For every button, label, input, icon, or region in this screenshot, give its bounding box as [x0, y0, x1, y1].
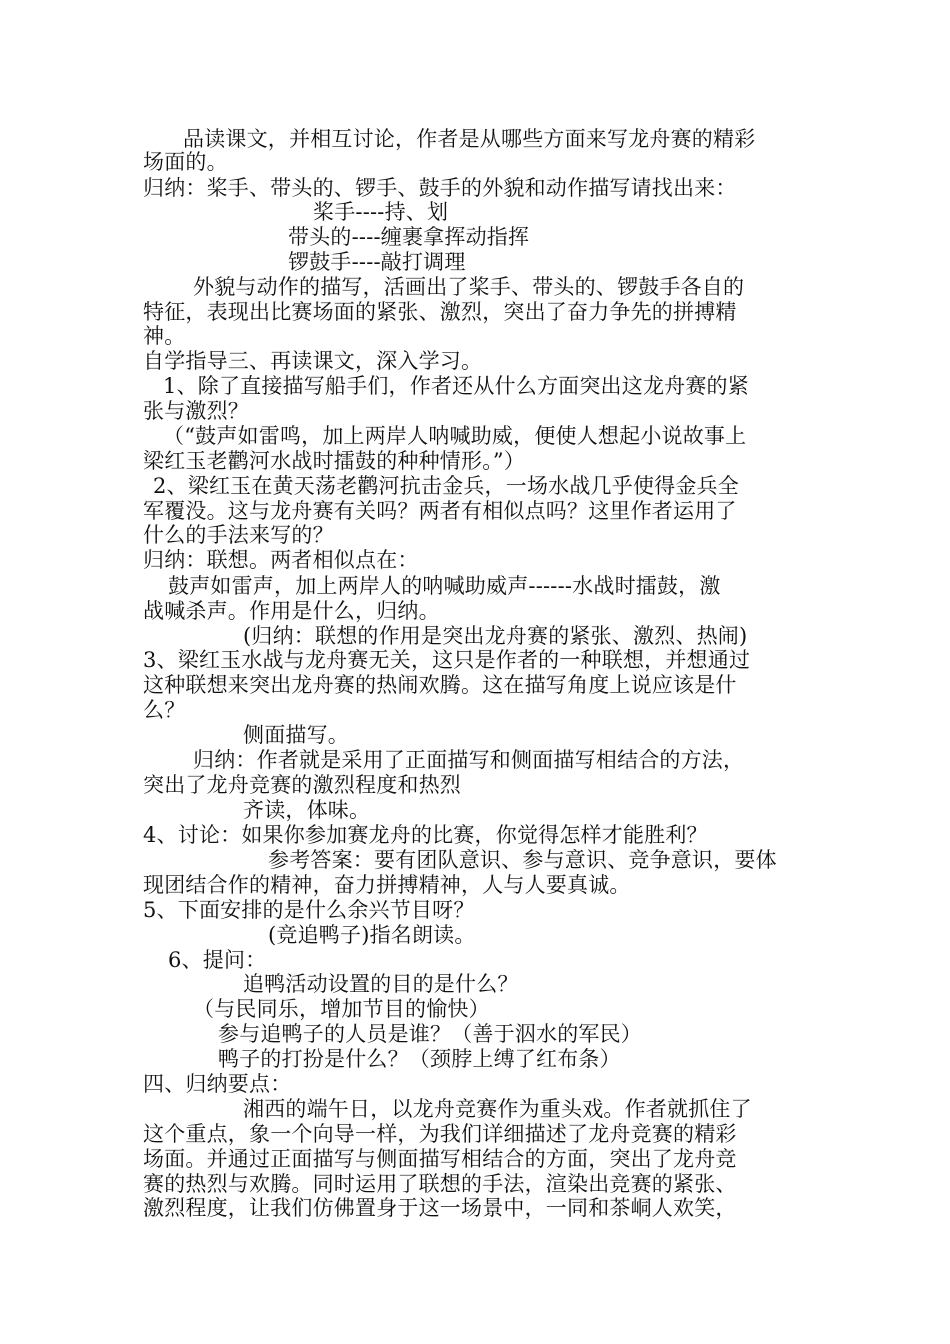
text-line: 这个重点，象一个向导一样，为我们详细描述了龙舟竞赛的精彩 [143, 1122, 737, 1146]
text-line: 现团结合作的精神，奋力拼搏精神，人与人要真诚。 [143, 873, 631, 897]
text-line: 归纳：联想。两者相似点在： [143, 548, 419, 572]
text-line: 特征，表现出比赛场面的紧张、激烈，突出了奋力争先的拼搏精 [143, 300, 737, 324]
text-line: 参与追鸭子的人员是谁？（善于泅水的军民） [218, 1022, 642, 1046]
text-line: 梁红玉老鹳河水战时擂鼓的种种情形。”） [143, 449, 526, 473]
text-line: 归纳：桨手、带头的、锣手、鼓手的外貌和动作描写请找出来： [143, 176, 737, 200]
text-line: 外貌与动作的描写，活画出了桨手、带头的、锣鼓手各自的 [193, 275, 745, 299]
text-line: 突出了龙舟竞赛的激烈程度和热烈 [143, 773, 461, 797]
text-line: 锣鼓手----敲打调理 [288, 250, 466, 274]
text-line: 么？ [143, 698, 186, 722]
text-line: 侧面描写。 [243, 723, 349, 747]
text-line: （与民同乐，增加节目的愉快） [193, 997, 490, 1021]
text-line: （“鼓声如雷鸣，加上两岸人呐喊助威，便使人想起小说故事上 [163, 424, 747, 448]
text-line: 归纳：作者就是采用了正面描写和侧面描写相结合的方法， [193, 748, 745, 772]
text-line: 5、下面安排的是什么余兴节目呀？ [143, 898, 475, 922]
text-line: 神。 [143, 324, 186, 348]
text-line: (竞追鸭子)指名朗读。 [268, 923, 476, 947]
text-line: 追鸭活动设置的目的是什么？ [243, 972, 519, 996]
text-line: 场面。并通过正面描写与侧面描写相结合的方面，突出了龙舟竞 [143, 1147, 737, 1171]
text-line: 军覆没。这与龙舟赛有关吗？两者有相似点吗？这里作者运用了 [143, 499, 737, 523]
text-line: 激烈程度，让我们仿佛置身于这一场景中，一同和茶峒人欢笑， [143, 1196, 737, 1220]
text-line: 4、讨论：如果你参加赛龙舟的比赛，你觉得怎样才能胜利？ [143, 823, 708, 847]
text-line: 赛的热烈与欢腾。同时运用了联想的手法，渲染出竞赛的紧张、 [143, 1172, 737, 1196]
text-line: 鼓声如雷声，加上两岸人的呐喊助威声------水战时擂鼓，激 [168, 574, 721, 598]
text-line: 四、归纳要点： [143, 1072, 292, 1096]
text-line: 自学指导三、再读课文，深入学习。 [143, 349, 483, 373]
text-line: 1、除了直接描写船手们，作者还从什么方面突出这龙舟赛的紧 [163, 374, 749, 398]
text-line: 张与激烈？ [143, 399, 249, 423]
text-line: 这种联想来突出龙舟赛的热闹欢腾。这在描写角度上说应该是什 [143, 673, 737, 697]
text-line: 场面的。 [143, 150, 228, 174]
text-line: (归纳：联想的作用是突出龙舟赛的紧张、激烈、热闹) [243, 624, 748, 648]
text-line: 带头的----缠裹拿挥动指挥 [288, 225, 530, 249]
text-line: 桨手----持、划 [313, 200, 449, 224]
text-line: 战喊杀声。作用是什么，归纳。 [143, 599, 440, 623]
text-line: 参考答案：要有团队意识、参与意识、竞争意识，要体 [268, 848, 777, 872]
text-line: 3、梁红玉水战与龙舟赛无关，这只是作者的一种联想，并想通过 [143, 648, 751, 672]
text-line: 6、提问： [168, 948, 267, 972]
text-line: 什么的手法来写的？ [143, 523, 334, 547]
text-line: 齐读，体味。 [243, 798, 371, 822]
text-line: 品读课文，并相互讨论，作者是从哪些方面来写龙舟赛的精彩 [183, 127, 756, 151]
text-line: 鸭子的打扮是什么？（颈脖上缚了红布条） [218, 1047, 621, 1071]
text-line: 湘西的端午日，以龙舟竞赛作为重头戏。作者就抓住了 [243, 1097, 752, 1121]
text-line: 2、梁红玉在黄天荡老鹳河抗击金兵，一场水战几乎使得金兵全 [153, 474, 739, 498]
